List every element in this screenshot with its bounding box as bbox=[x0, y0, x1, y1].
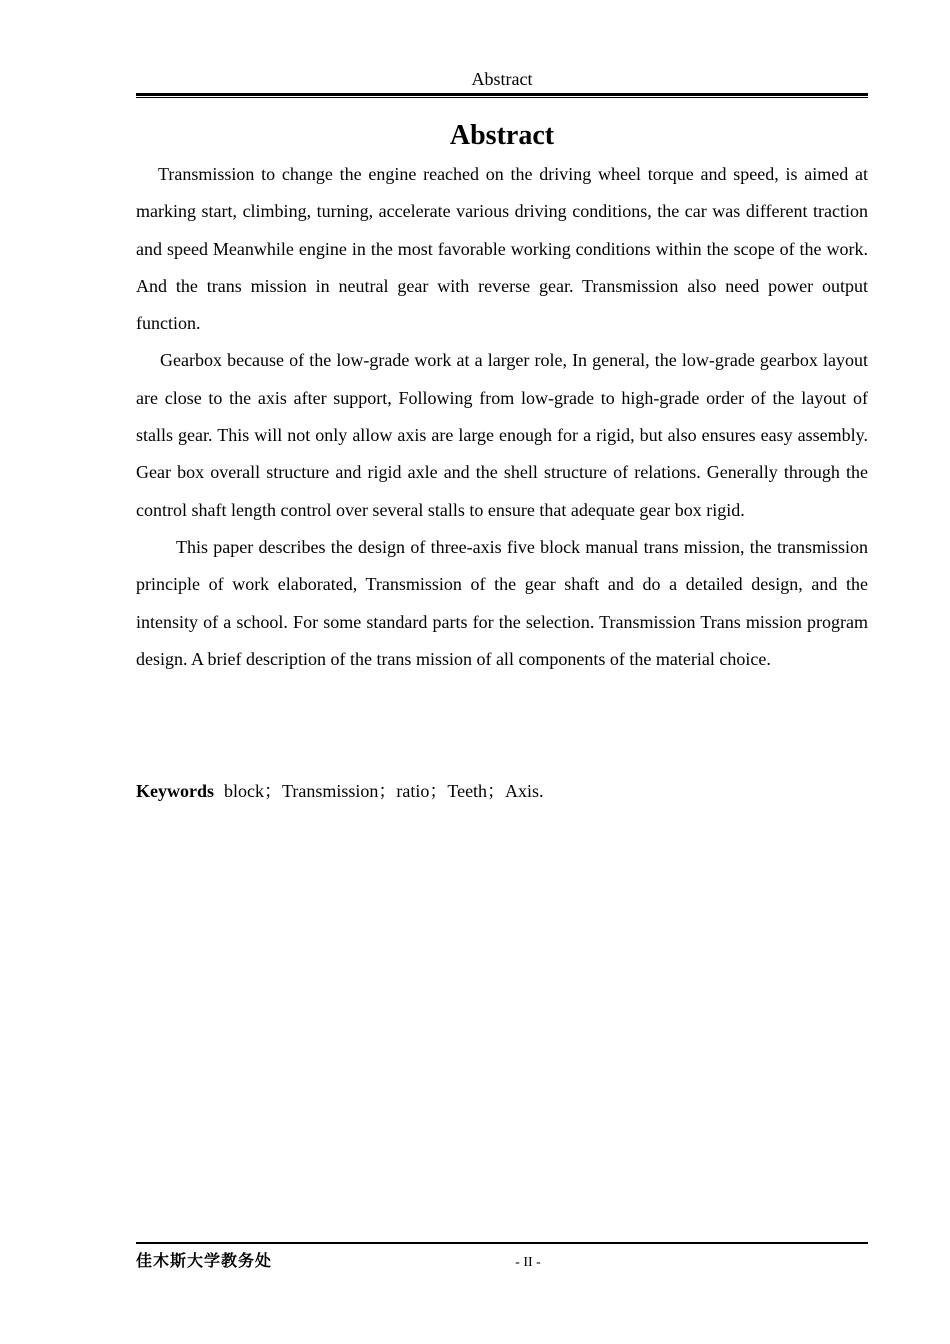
keywords-label: Keywords bbox=[136, 781, 214, 801]
keywords-value: block；Transmission；ratio；Teeth；Axis. bbox=[224, 781, 544, 801]
abstract-body bbox=[136, 156, 868, 678]
abstract-paragraph-1: Transmission to change the engine reached on the driving wheel torque and speed, is aimed at marking start, climbing, turning, accelerate various driving conditions, the car was different traction and speed Meanwhile engine in the most favorable working conditions within the scope of the work. And the trans mission in neutral gear with reverse gear. Transmission also need power output function. bbox=[136, 164, 868, 334]
footer-rule bbox=[136, 1242, 868, 1244]
keywords-line bbox=[136, 778, 868, 804]
page-title: Abstract bbox=[449, 120, 555, 151]
header-rule bbox=[136, 93, 868, 96]
page-number: - II - bbox=[515, 1255, 541, 1270]
footer-organization: 佳木斯大学教务处 bbox=[136, 1251, 273, 1270]
abstract-paragraph-3: This paper describes the design of three-axis five block manual trans mission, the transmission principle of work elaborated, Transmission of the gear shaft and do a detailed design, and the intensity of a school. For some standard parts for the selection. Transmission Trans mission program design. A brief description of the trans mission of all components of the material choice. bbox=[136, 536, 868, 669]
header-rule-thin bbox=[136, 97, 868, 98]
running-header: Abstract bbox=[471, 69, 533, 89]
abstract-paragraph-2: Gearbox because of the low-grade work at a larger role, In general, the low-grade gearbox layout are close to the axis after support, Following from low-grade to high-grade order of the layout of stalls gear. This will not only allow axis are large enough for a rigid, but also ensures easy assembly. Gear box overall structure and rigid axle and the shell structure of relations. Generally through the control shaft length control over several stalls to ensure that adequate gear box rigid. bbox=[136, 350, 868, 520]
